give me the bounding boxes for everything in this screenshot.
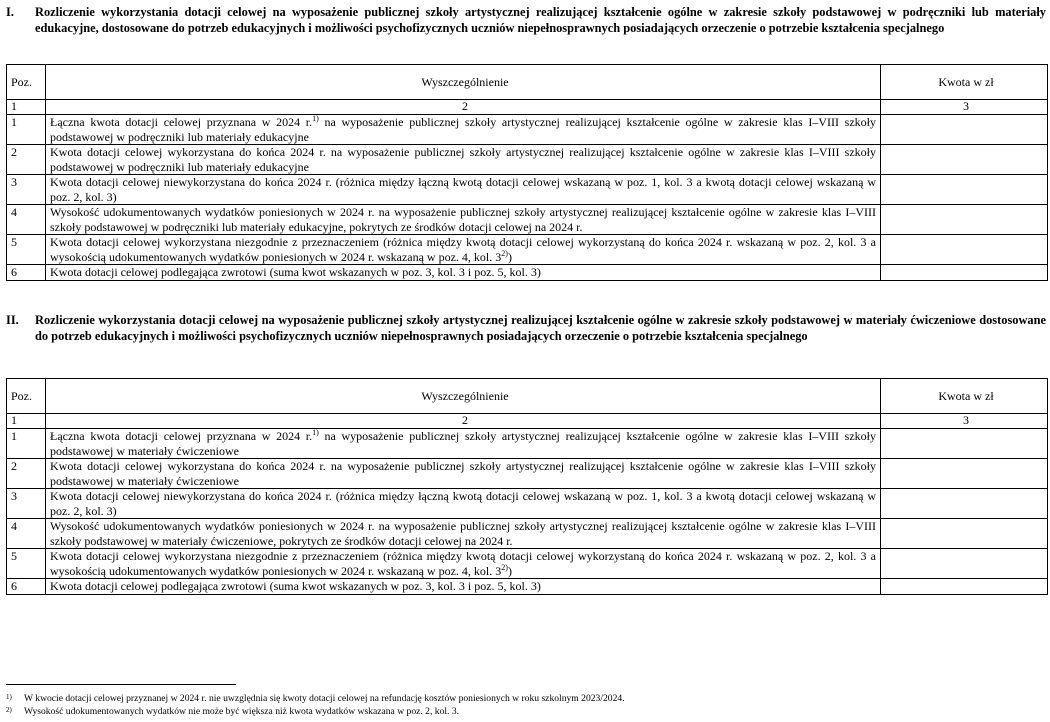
row-position: 1 — [7, 115, 46, 145]
row-position: 5 — [7, 549, 46, 579]
table-row — [7, 265, 1048, 281]
amount-cell[interactable] — [881, 235, 1048, 265]
table-header-row — [7, 65, 1048, 100]
row-position: 1 — [7, 429, 46, 459]
header-kwota: Kwota w zł — [881, 65, 1048, 100]
row-position: 3 — [7, 489, 46, 519]
footnote-2-marker: 2) — [6, 706, 12, 714]
row-description — [46, 429, 881, 459]
row-position: 4 — [7, 205, 46, 235]
col-number-3: 3 — [881, 414, 1048, 429]
section-1-heading — [6, 4, 1046, 36]
row-description — [46, 459, 881, 489]
table-row — [7, 145, 1048, 175]
amount-cell[interactable] — [881, 265, 1048, 281]
row-description-text: Łączna kwota dotacji celowej przyznana w 2024 r. — [50, 429, 313, 443]
row-description-text: Łączna kwota dotacji celowej przyznana w 2024 r. — [50, 115, 313, 129]
row-description-text: Kwota dotacji celowej wykorzystana niezgodnie z przeznaczeniem (różnica między kwotą dotacji celowej wykorzystaną do końca 2024 r. wskazaną w poz. 2, kol. 3 a wysokością udokumentowanych wydatków poniesionych w 2024 r. wskazaną w poz. 4, kol. 3 — [50, 235, 876, 264]
row-position: 2 — [7, 145, 46, 175]
amount-cell[interactable] — [881, 489, 1048, 519]
row-description-continuation: na wyposażenie publicznej szkoły artystycznej realizującej kształcenie ogólne w zakresie klas I–VIII szkoły podstawowej w podręczniki lub materiały edukacyjne — [50, 115, 876, 144]
amount-cell[interactable] — [881, 175, 1048, 205]
row-description-text: Kwota dotacji celowej podlegająca zwrotowi (suma kwot wskazanych w poz. 3, kol. 3 i poz. 5, kol. 3) — [50, 265, 541, 279]
row-description-text: Kwota dotacji celowej wykorzystana niezgodnie z przeznaczeniem (różnica między kwotą dotacji celowej wykorzystaną do końca 2024 r. wskazaną w poz. 2, kol. 3 a wysokością udokumentowanych wydatków poniesionych w 2024 r. wskazaną w poz. 4, kol. 3 — [50, 549, 876, 578]
table-row — [7, 519, 1048, 549]
footnote-1-text: W kwocie dotacji celowej przyznanej w 2024 r. nie uwzględnia się kwoty dotacji celowej na refundację kosztów poniesionych w roku szkolnym 2023/2024. — [24, 693, 625, 704]
table-row — [7, 175, 1048, 205]
table-row — [7, 489, 1048, 519]
row-description-continuation: ) — [507, 563, 512, 578]
row-description — [46, 579, 881, 595]
section-2-number: II. — [6, 313, 19, 327]
column-number-row — [7, 414, 1048, 429]
section-2-title: Rozliczenie wykorzystania dotacji celowej na wyposażenie publicznej szkoły artystycznej realizującej kształcenie ogólne w zakresie szkoły podstawowej w materiały ćwiczeniowe dostosowane do potrzeb edukacyjnych i możliwości psychofizycznych uczniów niepełnosprawnych posiadających orzeczenie o potrzebie kształcenia specjalnego — [35, 313, 1046, 343]
row-position: 6 — [7, 265, 46, 281]
row-description-continuation: ) — [507, 249, 512, 264]
header-kwota: Kwota w zł — [881, 379, 1048, 414]
section-1-table — [6, 64, 1048, 281]
footnote-reference: 1) — [312, 428, 319, 437]
col-number-1: 1 — [7, 414, 46, 429]
row-description-continuation: na wyposażenie publicznej szkoły artystycznej realizującej kształcenie ogólne w zakresie klas I–VIII szkoły podstawowej w materiały ćwiczeniowe — [50, 429, 876, 458]
row-description-text: Kwota dotacji celowej niewykorzystana do końca 2024 r. (różnica między łączną kwotą dotacji celowej wskazaną w poz. 1, kol. 3 a kwotą dotacji celowej wskazaną w poz. 2, kol. 3) — [50, 489, 876, 518]
table-row — [7, 235, 1048, 265]
footnote-2 — [6, 706, 459, 718]
amount-cell[interactable] — [881, 519, 1048, 549]
header-poz: Poz. — [7, 379, 46, 414]
amount-cell[interactable] — [881, 115, 1048, 145]
row-description — [46, 519, 881, 549]
footnote-reference: 2) — [501, 248, 508, 258]
header-wyszczegolnienie: Wyszczególnienie — [46, 65, 881, 100]
row-description-text: Wysokość udokumentowanych wydatków poniesionych w 2024 r. na wyposażenie publicznej szkoły artystycznej realizującej kształcenie ogólne w zakresie klas I–VIII szkoły podstawowej w materiały ćwiczeniowe, pokrytych ze środków dotacji celowej na 2024 r. — [50, 519, 876, 548]
amount-cell[interactable] — [881, 429, 1048, 459]
table-row — [7, 579, 1048, 595]
row-description — [46, 115, 881, 145]
row-position: 4 — [7, 519, 46, 549]
amount-cell[interactable] — [881, 459, 1048, 489]
row-position: 6 — [7, 579, 46, 595]
row-description — [46, 205, 881, 235]
row-description-text: Wysokość udokumentowanych wydatków poniesionych w 2024 r. na wyposażenie publicznej szkoły artystycznej realizującej kształcenie ogólne w zakresie klas I–VIII szkoły podstawowej w podręczniki lub materiały edukacyjne, pokrytych ze środków dotacji celowej na 2024 r. — [50, 205, 876, 234]
col-number-3: 3 — [881, 100, 1048, 115]
row-description-text: Kwota dotacji celowej wykorzystana do końca 2024 r. na wyposażenie publicznej szkoły artystycznej realizującej kształcenie ogólne w zakresie klas I–VIII szkoły podstawowej w materiały ćwiczeniowe — [50, 459, 876, 488]
footnote-reference: 1) — [312, 114, 319, 123]
amount-cell[interactable] — [881, 579, 1048, 595]
section-1-title: Rozliczenie wykorzystania dotacji celowej na wyposażenie publicznej szkoły artystycznej realizującej kształcenie ogólne w zakresie szkoły podstawowej w podręczniki lub materiały edukacyjne, dostosowane do potrzeb edukacyjnych i możliwości psychofizycznych uczniów niepełnosprawnych posiadających orzeczenie o potrzebie kształcenia specjalnego — [35, 5, 1046, 35]
section-1-table-body — [7, 115, 1048, 281]
section-1-number: I. — [6, 5, 14, 19]
header-poz: Poz. — [7, 65, 46, 100]
row-description — [46, 145, 881, 175]
table-row — [7, 459, 1048, 489]
footnote-1-marker: 1) — [6, 693, 12, 701]
amount-cell[interactable] — [881, 145, 1048, 175]
row-description-text: Kwota dotacji celowej wykorzystana do końca 2024 r. na wyposażenie publicznej szkoły artystycznej realizującej kształcenie ogólne w zakresie klas I–VIII szkoły podstawowej w podręczniki lub materiały edukacyjne — [50, 145, 876, 174]
column-number-row — [7, 100, 1048, 115]
section-2-table — [6, 378, 1048, 595]
table-row — [7, 549, 1048, 579]
row-position: 3 — [7, 175, 46, 205]
row-description — [46, 265, 881, 281]
amount-cell[interactable] — [881, 549, 1048, 579]
footnote-divider — [6, 684, 236, 685]
row-description — [46, 489, 881, 519]
table-header-row — [7, 379, 1048, 414]
amount-cell[interactable] — [881, 205, 1048, 235]
row-description — [46, 549, 881, 579]
row-description-text: Kwota dotacji celowej podlegająca zwrotowi (suma kwot wskazanych w poz. 3, kol. 3 i poz. 5, kol. 3) — [50, 579, 541, 593]
row-description — [46, 175, 881, 205]
col-number-2: 2 — [46, 100, 881, 115]
section-2-heading — [6, 312, 1046, 344]
row-position: 2 — [7, 459, 46, 489]
section-2-table-body — [7, 429, 1048, 595]
row-position: 5 — [7, 235, 46, 265]
footnote-reference: 2) — [501, 562, 508, 572]
footnote-1 — [6, 693, 625, 705]
table-row — [7, 205, 1048, 235]
row-description — [46, 235, 881, 265]
table-row — [7, 115, 1048, 145]
col-number-1: 1 — [7, 100, 46, 115]
header-wyszczegolnienie: Wyszczególnienie — [46, 379, 881, 414]
row-description-text: Kwota dotacji celowej niewykorzystana do końca 2024 r. (różnica między łączną kwotą dotacji celowej wskazaną w poz. 1, kol. 3 a kwotą dotacji celowej wskazaną w poz. 2, kol. 3) — [50, 175, 876, 204]
table-row — [7, 429, 1048, 459]
footnote-2-text: Wysokość udokumentowanych wydatków nie może być większa niż kwota wydatków wskazana w poz. 2, kol. 3. — [24, 706, 460, 717]
col-number-2: 2 — [46, 414, 881, 429]
